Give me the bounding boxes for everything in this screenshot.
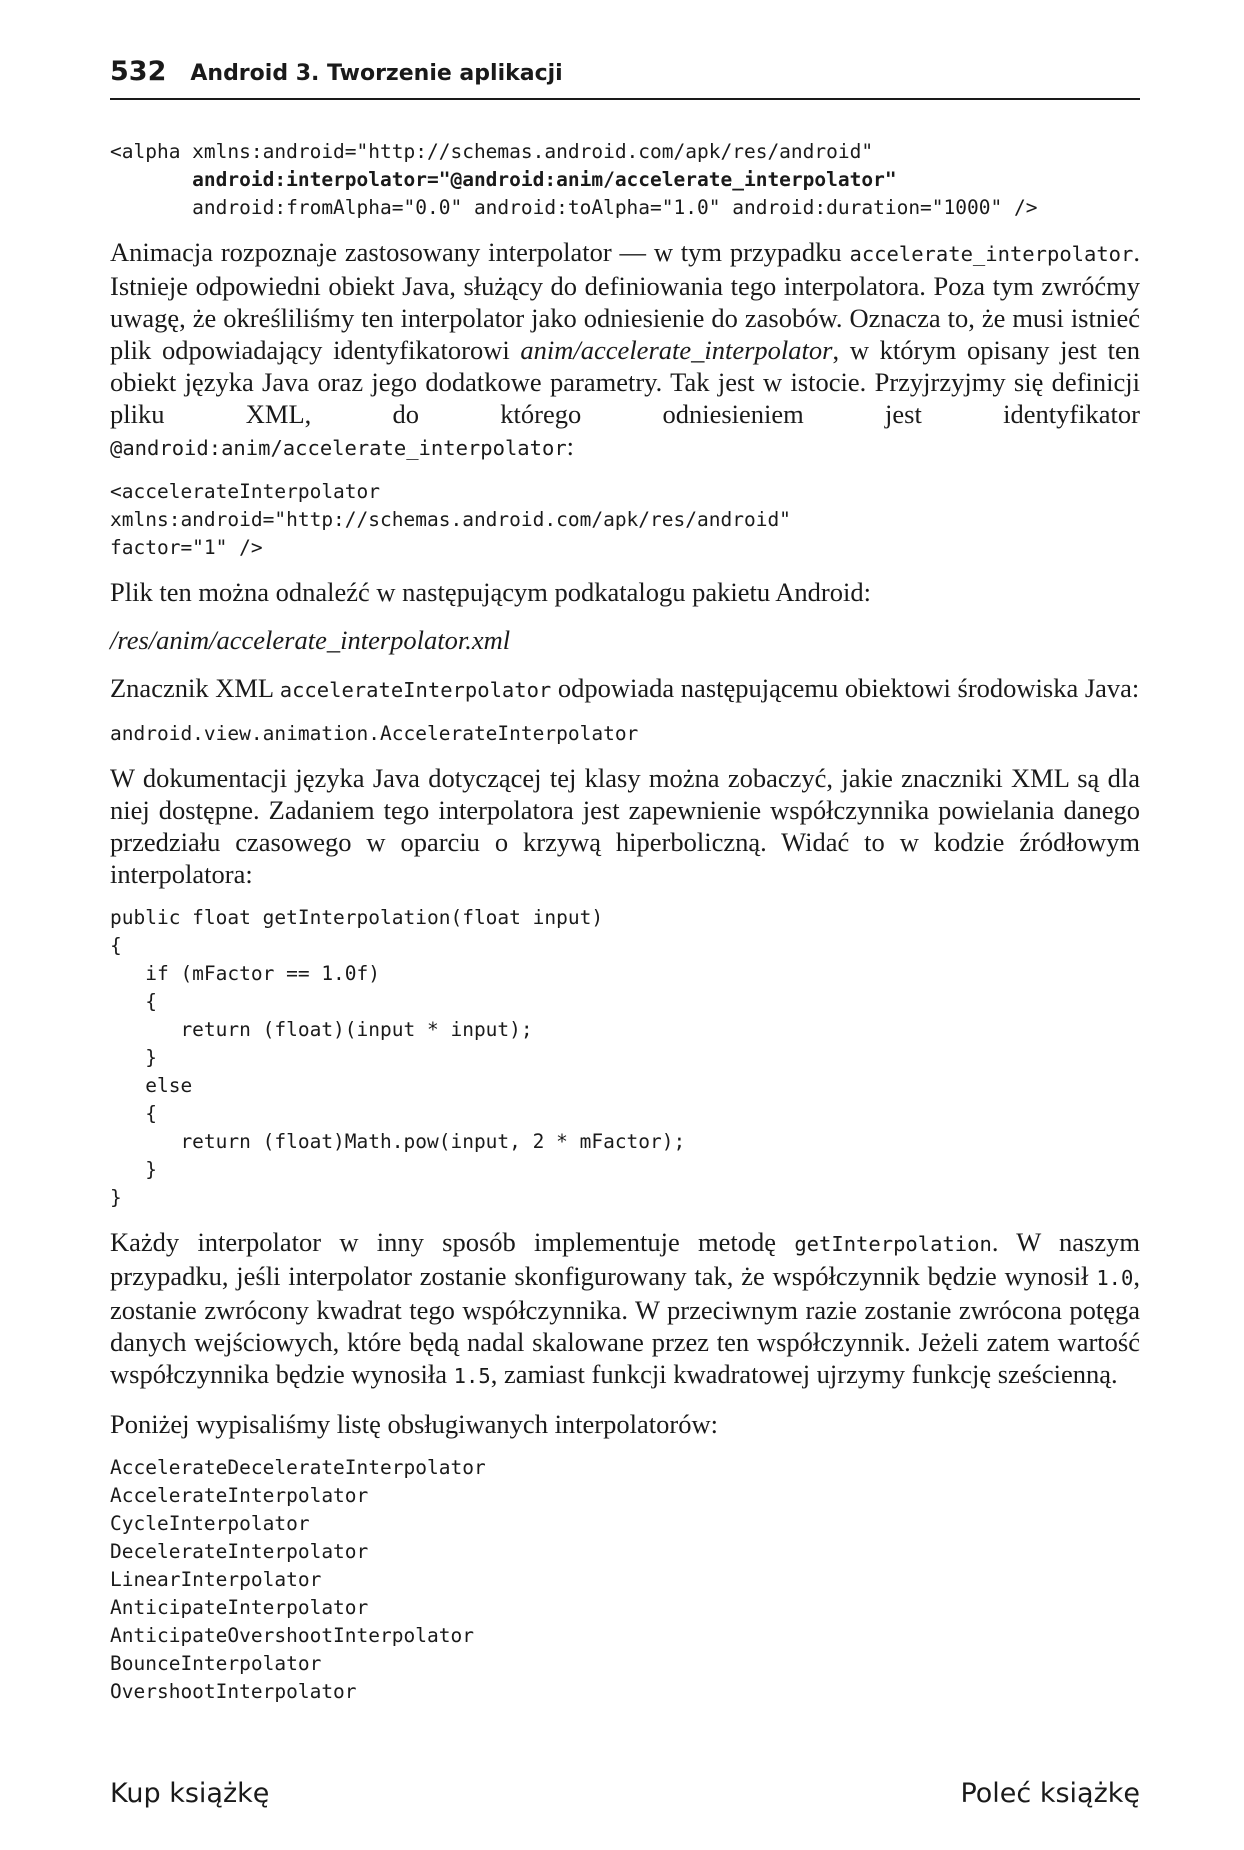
text: Animacja rozpoznaje zastosowany interpolator — w tym przypadku: [110, 237, 850, 267]
book-title: Android 3. Tworzenie aplikacji: [190, 61, 563, 86]
code-block-get-interpolation: public float getInterpolation(float input) { if (mFactor == 1.0f) { return (float)(input * input); } else { return (float)Math.pow(input, 2 * mFactor); } }: [110, 906, 686, 1209]
text: . Istnieje odpowiedni obiekt Java, służący do definiowania tego interpolatora. Poza tym zwróćmy uwagę, że określiliśmy ten interpolator jako odniesienie do zasobów. Oznacza to, że musi istnieć plik odpowiadający identyfikatorowi: [110, 237, 1140, 365]
book-page: [110, 56, 1140, 1706]
paragraph-file-location: Plik ten można odnaleźć w następującym podkatalogu pakietu Android:: [110, 577, 871, 607]
paragraph-interpolator-intro: [110, 236, 1140, 464]
code-line: <alpha xmlns:android="http://schemas.android.com/apk/res/android": [110, 140, 874, 163]
inline-code: getInterpolation: [794, 1232, 992, 1256]
code-block-interpolator-list: AccelerateDecelerateInterpolator AccelerateInterpolator CycleInterpolator DecelerateInterpolator LinearInterpolator AnticipateInterpolator AnticipateOvershootInterpolator BounceInterpolator OvershootInterpolator: [110, 1456, 486, 1703]
page-header: [110, 56, 1140, 100]
inline-code: 1.5: [453, 1364, 491, 1388]
code-block-alpha: [110, 138, 1140, 222]
inline-code: accelerateInterpolator: [279, 678, 552, 702]
file-path: [110, 624, 1140, 656]
text: , w którym opisany jest ten obiekt języka Java oraz jego dodatkowe parametry. Tak jest w istocie. Przyjrzyjmy się definicji pliku XML, do którego odniesieniem jest identyfikator: [110, 335, 1140, 429]
inline-code: 1.0: [1096, 1266, 1134, 1290]
text: , zamiast funkcji kwadratowej ujrzymy funkcję sześcienną.: [490, 1359, 1118, 1389]
text: , zostanie zwrócony kwadrat tego współczynnika. W przeciwnym razie zostanie zwrócona potęga danych wejściowych, które będą nadal skalowane przez ten współczynnik. Jeżeli zatem wartość współczynnika będzie wynosiła: [110, 1261, 1140, 1389]
recommend-book-link[interactable]: Poleć książkę: [960, 1778, 1140, 1809]
italic-text: anim/accelerate_interpolator: [520, 335, 833, 365]
text: Znacznik XML: [110, 673, 280, 703]
inline-code: accelerate_interpolator: [849, 242, 1134, 266]
page-footer: [110, 1778, 1140, 1809]
text: . W naszym przypadku, jeśli interpolator zostanie skonfigurowany tak, że współczynnik będzie wynosił: [110, 1227, 1140, 1291]
paragraph-implementation: [110, 1226, 1140, 1392]
code-block-class-name: android.view.animation.AccelerateInterpolator: [110, 722, 639, 745]
page-number: 532: [110, 56, 167, 87]
code-block-accelerate-xml: <accelerateInterpolator xmlns:android="http://schemas.android.com/apk/res/android" factor="1" />: [110, 480, 791, 559]
italic-path: /res/anim/accelerate_interpolator.xml: [110, 625, 511, 655]
code-line: android:fromAlpha="0.0" android:toAlpha="1.0" android:duration="1000" />: [110, 196, 1038, 219]
paragraph-xml-tag: [110, 672, 1140, 706]
text: :: [566, 431, 575, 461]
paragraph-documentation: W dokumentacji języka Java dotyczącej tej klasy można zobaczyć, jakie znaczniki XML są dla niej dostępne. Zadaniem tego interpolatora jest zapewnienie współczynnika powielania danego przedziału czasowego w oparciu o krzywą hiperboliczną. Widać to w kodzie źródłowym interpolatora:: [110, 763, 1140, 889]
code-line-bold: android:interpolator="@android:anim/accelerate_interpolator": [110, 168, 897, 191]
text: Każdy interpolator w inny sposób implementuje metodę: [110, 1227, 795, 1257]
text: odpowiada następującemu obiektowi środowiska Java:: [551, 673, 1140, 703]
inline-code: @android:anim/accelerate_interpolator: [110, 436, 567, 460]
buy-book-link[interactable]: Kup książkę: [110, 1778, 270, 1809]
paragraph-list-intro: Poniżej wypisaliśmy listę obsługiwanych interpolatorów:: [110, 1409, 718, 1439]
